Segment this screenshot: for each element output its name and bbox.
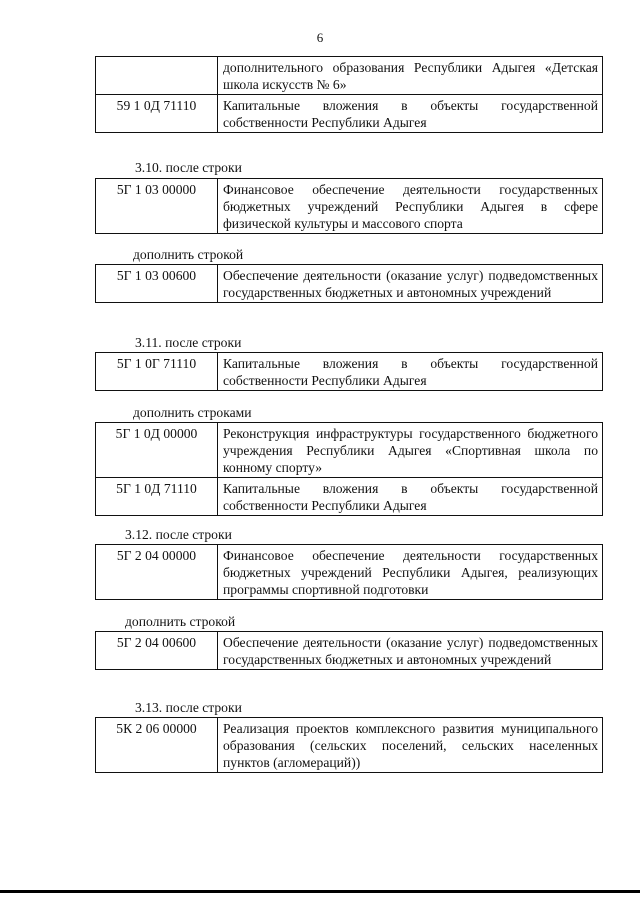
section-caption: дополнить строками: [133, 405, 252, 420]
page-bottom-edge: [0, 890, 640, 893]
code-cell: 5Г 1 0Г 71110: [96, 353, 218, 391]
table-row: [96, 57, 603, 95]
section-caption: 3.11. после строки: [135, 335, 242, 350]
table-row: [96, 545, 603, 600]
description-cell: дополнительного образования Республики Адыгея «Детская школа искусств № 6»: [218, 57, 603, 95]
code-cell: 5Г 2 04 00600: [96, 632, 218, 670]
description-cell: Финансовое обеспечение деятельности государственных бюджетных учреждений Республики Адыгея в сфере физической культуры и массового спорта: [218, 179, 603, 234]
section-caption: 3.13. после строки: [135, 700, 242, 715]
amendment-table: [95, 631, 603, 670]
code-cell: [96, 57, 218, 95]
table-row: [96, 95, 603, 133]
description-cell: Капитальные вложения в объекты государственной собственности Республики Адыгея: [218, 478, 603, 516]
section-caption: 3.12. после строки: [125, 527, 232, 542]
amendment-table: [95, 717, 603, 773]
amendment-table: [95, 264, 603, 303]
code-cell: 5Г 1 03 00000: [96, 179, 218, 234]
code-cell: 5Г 1 0Д 00000: [96, 423, 218, 478]
table-row: [96, 423, 603, 478]
table-row: [96, 478, 603, 516]
table-row: [96, 632, 603, 670]
amendment-table: [95, 544, 603, 600]
description-cell: Обеспечение деятельности (оказание услуг) подведомственных государственных бюджетных и автономных учреждений: [218, 632, 603, 670]
table-row: [96, 179, 603, 234]
continued-table: [95, 56, 603, 133]
section-caption: дополнить строкой: [125, 614, 236, 629]
description-cell: Финансовое обеспечение деятельности государственных бюджетных учреждений Республики Адыгея, реализующих программы спортивной подготовки: [218, 545, 603, 600]
page-number: 6: [316, 30, 324, 45]
description-cell: Капитальные вложения в объекты государственной собственности Республики Адыгея: [218, 95, 603, 133]
amendment-table: [95, 352, 603, 391]
description-cell: Реконструкция инфраструктуры государственного бюджетного учреждения Республики Адыгея «Спортивная школа по конному спорту»: [218, 423, 603, 478]
table-row: [96, 265, 603, 303]
amendment-table: [95, 178, 603, 234]
table-row: [96, 718, 603, 773]
code-cell: 5Г 1 03 00600: [96, 265, 218, 303]
section-caption: 3.10. после строки: [135, 160, 242, 175]
description-cell: Обеспечение деятельности (оказание услуг) подведомственных государственных бюджетных и автономных учреждений: [218, 265, 603, 303]
code-cell: 5К 2 06 00000: [96, 718, 218, 773]
code-cell: 5Г 1 0Д 71110: [96, 478, 218, 516]
table-row: [96, 353, 603, 391]
section-caption: дополнить строкой: [133, 247, 244, 262]
code-cell: 5Г 2 04 00000: [96, 545, 218, 600]
description-cell: Реализация проектов комплексного развития муниципального образования (сельских поселений, сельских населенных пунктов (агломераций)): [218, 718, 603, 773]
amendment-table: [95, 422, 603, 516]
code-cell: 59 1 0Д 71110: [96, 95, 218, 133]
description-cell: Капитальные вложения в объекты государственной собственности Республики Адыгея: [218, 353, 603, 391]
